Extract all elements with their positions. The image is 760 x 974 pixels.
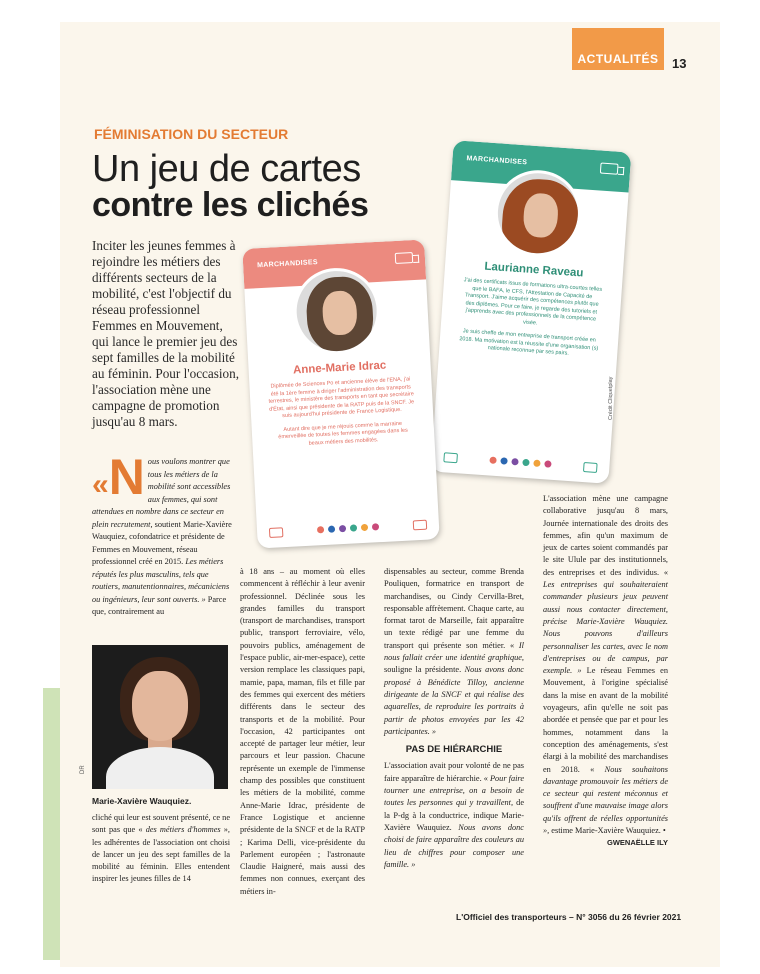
article-kicker: FÉMINISATION DU SECTEUR xyxy=(94,126,289,142)
side-strip xyxy=(43,688,60,960)
card-corner-icon xyxy=(443,452,458,463)
family-dot xyxy=(372,523,379,530)
family-dot xyxy=(317,526,324,533)
photo-credit: DR xyxy=(80,765,86,774)
column-2: à 18 ans – au moment où elles commencent à réfléchir à leur avenir professionnel. Déclinée sous les grandes familles du transport (transport de marchandises, transport public, transport ferroviaire, vélo, pouvoirs publics, aménagement de l'espace public, air-mer-espace), cette version remplace les classiques papi, mamie, papa, maman, fils et fille par des femmes qui exercent des métiers différents dans le secteur des transports et de la mobilité. Pour l'occasion, 42 participantes ont accepté de partager leur métier, leur parcours et leur passion. Chacune représente un exemple de l'immense champ des possibles que constituent les métiers de la mobilité, comme Anne-Marie Idrac, présidente de France Logistique et ancienne présidente de la SNCF et de la RATP ; Karima Delli, vice-présidente du Parlement européen ; l'astronaute Claudie Haigneré, mais aussi des femmes non connues, exerçant des métiers in- xyxy=(240,567,365,896)
card-laurianne-raveau xyxy=(431,140,632,484)
family-dot xyxy=(328,526,335,533)
card-family-band: MARCHANDISES xyxy=(242,239,426,288)
family-dots xyxy=(257,520,439,537)
card-credit: Crédit Cliquetplay xyxy=(608,376,614,420)
subheading: PAS DE HIÉRARCHIE xyxy=(405,744,503,756)
family-dot xyxy=(544,460,551,467)
family-dot xyxy=(350,524,357,531)
page-number: 13 xyxy=(672,56,687,71)
page-footer: L'Officiel des transporteurs – N° 3056 du 26 février 2021 xyxy=(456,912,682,922)
card-corner-icon xyxy=(269,527,284,538)
family-dot xyxy=(533,460,540,467)
family-dot xyxy=(361,524,368,531)
family-dot xyxy=(500,457,507,464)
family-dot xyxy=(339,525,346,532)
card-text: J'ai des certificats issus de formations ultra-courtes telles que le BAFA, le CFS, l'Attestation de Capacité de Transport. J'aime acquérir des compétences plutôt que des diplômes. Pour ce faire, je regarde des tutoriels et j'apprends avec des professionnels de la compétence visée. xyxy=(463,277,603,326)
article-title-line1: Un jeu de cartes xyxy=(92,148,361,190)
author-signature: GWENAËLLE ILY xyxy=(607,838,668,848)
photo-caption: Marie-Xavière Wauquiez. xyxy=(92,796,192,806)
card-text-2: Je suis cheffe de mon entreprise de transport créée en 2018. Ma motivation est la réussite d'une organisation (s) nationale reconnue par ses pairs. xyxy=(459,328,599,357)
section-tab: ACTUALITÉS xyxy=(572,28,664,70)
card-name: Anne-Marie Idrac xyxy=(292,359,387,377)
portrait-photo xyxy=(92,645,228,789)
card-text-2: Autant dire que je me réjouis comme la marraine émerveillée de toutes les femmes engagées dans les beaux métiers des mobilités. xyxy=(278,420,408,447)
truck-icon xyxy=(413,520,428,531)
family-dot xyxy=(489,456,496,463)
family-dot xyxy=(511,458,518,465)
column-3: dispensables au secteur, comme Brenda Pouliquen, formatrice en transport de marchandises, ou Cindy Cervilla-Bret, responsable affrètement. Chaque carte, au format tarot de Marseille, fait apparaître un texte rédigé par une femme du transport qui présente son métier. « Il nous fallait créer une identité graphique, souligne la présidente. Nous avons donc proposé à Bénédicte Tilloy, ancienne dirigeante de la SNCF et qui réalise des aquarelles, de reproduire les portraits à partir de photos envoyées par les 42 participantes. » PAS DE HIÉRARCHIE L'association avait pour volonté de ne pas faire apparaître de hiérarchie. « Pour faire tourner une entreprise, on a besoin de toutes les personnes qui y travaillent, de la P-dg à la conductrice, indique Marie-Xavière Wauquiez. Nous avons donc choisi de faire apparaître des couleurs au lieu de chiffres pour composer une famille. » xyxy=(384,567,525,869)
family-dot xyxy=(522,459,529,466)
truck-icon xyxy=(583,462,598,473)
opening-paragraph: «N ous voulons montrer que tous les métiers de la mobilité sont accessibles aux femmes, qui sont attendues en nombre dans ce secteur en plein recrutement, soutient Marie-Xavière Wauquiez, cofondatrice et présidente de Femmes en Mouvement, réseau professionnel créé en 2015. Les métiers réputés les plus masculins, tels que routiers, manutentionnaires, mécaniciens ou ingénieurs, leur sont ouverts. » Parce que, contrairement au xyxy=(92,449,232,616)
column-4: L'association mène une campagne collaborative jusqu'au 8 mars, Journée internationale des droits des femmes, afin qu'un maximum de jeux de cartes soient commandés par le site Ulule par des institutionnels, des entreprises et des individus. « Les entreprises qui souhaiteraient commander plusieurs jeux peuvent aussi nous contacter directement, précise Marie-Xavière Wauquiez. Nous pouvons d'ailleurs personnaliser les cartes, avec le nom d'entreprises ou de campus, par exemple. » Le réseau Femmes en Mouvement, à l'origine spécialisé dans la mise en avant de la mobilité voyageurs, afin qu'elle ne soit pas abordée et pensée que par et pour les hommes, notamment dans la conception des aménagements, s'est élargi à la mobilité des marchandises en 2018. « Nous souhaitons davantage promouvoir les métiers de ce secteur qui restent méconnus et souffrent d'une mauvaise image alors qu'ils offrent de réelles opportunités », estime Marie-Xavière Wauquiez. • GWENAËLLE ILY xyxy=(543,493,668,850)
card-anne-marie-idrac xyxy=(242,239,439,548)
card-family-band: MARCHANDISES xyxy=(451,140,631,192)
column-1-continued: cliché qui leur est souvent présenté, ce ne sont pas que « des métiers d'hommes », les adhérentes de l'association ont choisi de lancer un jeu des sept familles de la mobilité au féminin. Elles entendent inspirer les jeunes filles de 14 xyxy=(92,813,231,884)
truck-icon xyxy=(600,162,619,174)
truck-icon xyxy=(395,252,414,264)
dropcap: «N xyxy=(92,449,145,505)
article-title-line2: contre les clichés xyxy=(92,186,369,224)
card-name: Laurianne Raveau xyxy=(484,260,584,280)
article-lead: Inciter les jeunes femmes à rejoindre les métiers des différents secteurs de la mobilité, c'est l'objectif du réseau professionnel Femmes en Mouvement, qui lance le premier jeu des sept familles de la mobilité au féminin. Pour l'occasion, l'association mène une campagne de promotion jusqu'au 8 mars. xyxy=(92,238,240,429)
card-text: Diplômée de Sciences Po et ancienne élève de l'ENA, j'ai été la 1ère femme à diriger l'administration des transports terrestres, le ministère des transports en tant que secrétaire d'État, ainsi que présidente de la RATP puis de la SNCF. Je suis aujourd'hui présidente de France Logistique. xyxy=(268,376,415,420)
